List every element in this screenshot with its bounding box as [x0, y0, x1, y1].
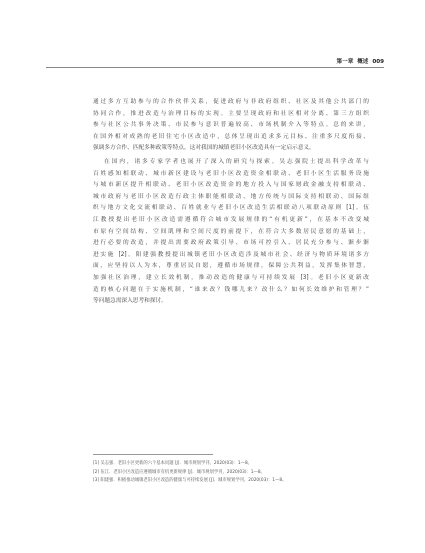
- running-header: [337, 57, 385, 65]
- text-line: 市原有空间结构、空间肌理和空间尺度的前提下，在符合大多数居民意愿的基础上，: [93, 228, 369, 235]
- page-header: [46, 57, 384, 69]
- footnotes: [93, 454, 369, 486]
- text-line: 在国外相对成熟的老旧住宅小区改造中，总体呈现出追求多元目标、注重多尺度衔接、: [93, 133, 369, 140]
- paragraph-1: [93, 97, 369, 155]
- text-line: 与城市新区提升相联动、老旧小区改造资金的地方投入与国家财政金融支持相联动、: [93, 182, 369, 189]
- footnote-2: [2] 伍江．老旧小区改造应遵循城市有机更新规律 [J]．城市规划学刊，2020(03)：1—8。: [93, 469, 265, 475]
- text-line: 协同合作，推进改造与治理目标的实现。主要呈现政府和社区相对分离、第三方组织: [93, 110, 369, 117]
- text-line: 江教授提出老旧小区改造需遵循符合城市发展规律的“有机更新”，在基本不改变城: [93, 216, 369, 223]
- text-line: 参与社区公共事务决策、市民参与意识普遍较高、市场机制介入等特点。总的来讲，: [93, 122, 369, 129]
- page-number: 009: [372, 59, 384, 65]
- text-line: 百姓感知相联动、城市新区建设与老旧小区改造资金相联动、老旧小区生活服务设施: [93, 170, 369, 177]
- text-line: 在国内，诸多专家学者也展开了深入的研究与探索。吴志强院士提出科学改革与: [104, 158, 369, 165]
- text-line: 通过多方互助参与的合作伙伴关系，促进政府与非政府组织、社区及其他公共部门的: [93, 99, 369, 105]
- text-line: 城市政府与老旧小区改造行政主体职能相联动、地方传统与国际支持相联动、国际组: [93, 193, 369, 200]
- text-line: 造的核心问题在于实施机制，“谁来改？钱哪儿来？改什么？如何长效维护和管理？”: [93, 286, 369, 293]
- chapter-label: 第一章: [336, 59, 354, 65]
- paragraph-2: [93, 157, 369, 308]
- footnote-1: [1] 吴志强．老旧小区更新的六个基本问题 [J]．城市规划学刊，2020(03)：1—8。: [93, 461, 252, 466]
- text-line: 强调多方合作、匹配多种政策等特点，这对我国的城镇老旧小区改造具有一定启示意义。: [93, 145, 315, 152]
- footnote-3: [3] 阳建强．积极推动城镇老旧小区改造的健康与可持续发展 [J]．城市规划学刊，2020(03)：1—8。: [93, 478, 287, 484]
- text-line: 织与地方文化交流相联动、百姓就业与老旧小区改造生活相联动八项联动原则 [1]。伍: [93, 205, 369, 212]
- text-line: 进行必要的改造，并提出需要政府政策引导、市场可控引入、居民充分参与、渐步渐: [93, 240, 369, 247]
- text-line: 加强社区治理，建立长效机制，推动改造的健康与可持续发展 [3]。老旧小区更新改: [93, 274, 369, 281]
- section-label: 概述: [357, 59, 369, 65]
- text-line: 等问题急需深入思考和探讨。: [93, 298, 167, 305]
- header-rule: [46, 67, 384, 68]
- text-line: 进实施 [2]。阳建强教授提出城镇老旧小区改造涉及城市社会、经济与物质环境诸多方: [93, 251, 369, 258]
- text-line: 面，应坚持以人为本，尊重居民自愿，遵循市场规律，保障公共利益，发挥集体智慧，: [93, 263, 369, 270]
- body-text: [93, 97, 369, 310]
- footnote-rule: [93, 454, 213, 455]
